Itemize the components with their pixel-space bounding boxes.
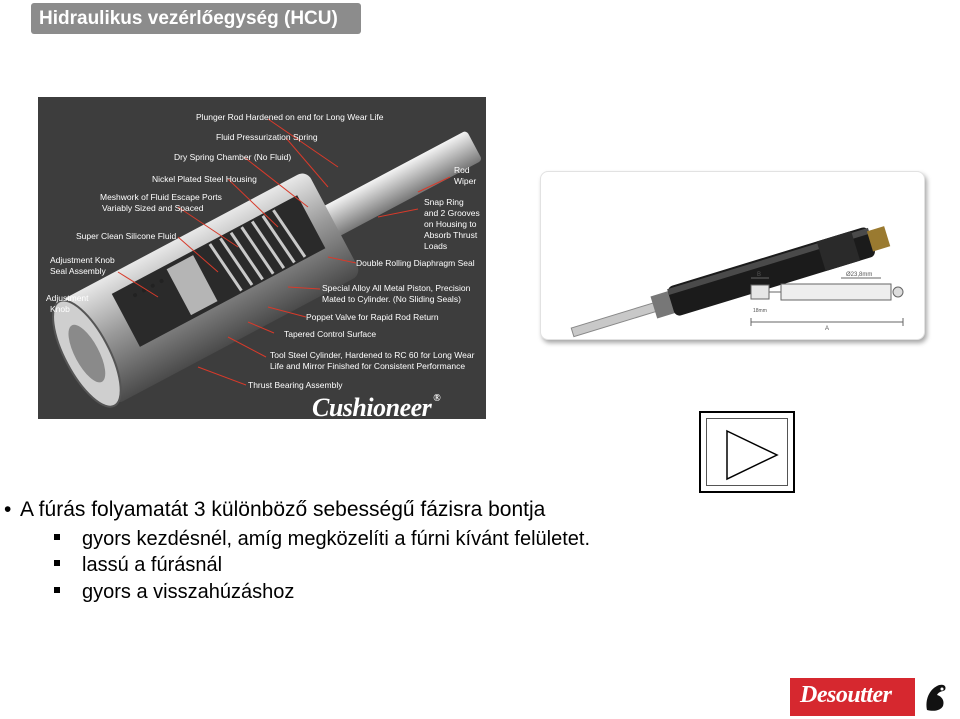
slide-title: Hidraulikus vezérlőegység (HCU)	[31, 3, 361, 34]
label-knob-seal-2: Seal Assembly	[50, 266, 106, 276]
dimension-a: A	[825, 326, 830, 332]
horse-emblem-icon	[915, 678, 957, 716]
label-rod-wiper-1: Rod	[454, 165, 470, 175]
label-piston-1: Special Alloy All Metal Piston, Precision	[322, 283, 471, 293]
label-snap-ring-3: on Housing to	[424, 219, 477, 229]
label-poppet-valve: Poppet Valve for Rapid Rod Return	[306, 312, 439, 322]
label-tool-steel-1: Tool Steel Cylinder, Hardened to RC 60 for Long Wear	[270, 350, 475, 360]
sub-bullet-2-text: lassú a fúrásnál	[82, 554, 223, 576]
sub-bullet-3-text: gyors a visszahúzáshoz	[82, 581, 295, 603]
cushioneer-logo	[312, 393, 440, 419]
label-snap-ring-1: Snap Ring	[424, 197, 464, 207]
square-bullet-icon	[54, 560, 60, 566]
label-snap-ring-2: and 2 Grooves	[424, 208, 480, 218]
shock-absorber-image	[541, 172, 924, 339]
desoutter-logo	[790, 678, 957, 716]
main-bullet-text: A fúrás folyamatát 3 különböző sebességű fázisra bontja	[20, 498, 546, 521]
label-rod-wiper-2: Wiper	[454, 176, 477, 186]
sub-bullet-2	[54, 552, 222, 578]
label-diaphragm-seal: Double Rolling Diaphragm Seal	[356, 258, 475, 268]
round-bullet-icon: •	[4, 498, 12, 521]
desoutter-logo-text: Desoutter	[800, 682, 892, 708]
sub-bullet-1-text: gyors kezdésnél, amíg megközelíti a fúrni kívánt felületet.	[82, 528, 591, 550]
cutaway-diagram	[38, 97, 486, 419]
play-triangle-icon	[707, 419, 791, 489]
product-photo	[540, 171, 925, 340]
dimension-b: B	[757, 272, 762, 278]
label-tapered-surface: Tapered Control Surface	[284, 329, 377, 339]
label-thrust-bearing: Thrust Bearing Assembly	[248, 380, 343, 390]
sub-bullet-1	[54, 526, 590, 552]
play-button[interactable]	[699, 411, 795, 493]
horse-emblem-svg	[915, 678, 957, 716]
label-pressurization-spring: Fluid Pressurization Spring	[216, 132, 318, 142]
main-bullet	[4, 496, 545, 524]
label-adjustment-knob-1: Adjustment	[46, 293, 89, 303]
dimension-diameter: Ø23,8mm	[846, 272, 873, 278]
label-escape-ports-1: Meshwork of Fluid Escape Ports	[100, 192, 222, 202]
label-steel-housing: Nickel Plated Steel Housing	[152, 174, 257, 184]
registered-mark: ®	[433, 393, 441, 404]
sub-bullet-3	[54, 579, 294, 605]
play-button-frame	[706, 418, 788, 486]
label-escape-ports-2: Variably Sized and Spaced	[102, 203, 204, 213]
label-snap-ring-5: Loads	[424, 241, 448, 251]
label-adjustment-knob-2: Knob	[50, 304, 70, 314]
dimension-small: 18mm	[753, 308, 767, 314]
label-piston-2: Mated to Cylinder. (No Sliding Seals)	[322, 294, 461, 304]
square-bullet-icon	[54, 587, 60, 593]
label-silicone-fluid: Super Clean Silicone Fluid	[76, 231, 177, 241]
label-snap-ring-4: Absorb Thrust	[424, 230, 478, 240]
label-knob-seal-1: Adjustment Knob	[50, 255, 115, 265]
label-dry-spring-chamber: Dry Spring Chamber (No Fluid)	[174, 152, 292, 162]
label-plunger-rod: Plunger Rod Hardened on end for Long Wear Life	[196, 112, 384, 122]
cushioneer-logo-text: Cushioneer	[312, 393, 432, 419]
label-tool-steel-2: Life and Mirror Finished for Consistent Performance	[270, 361, 466, 371]
square-bullet-icon	[54, 534, 60, 540]
